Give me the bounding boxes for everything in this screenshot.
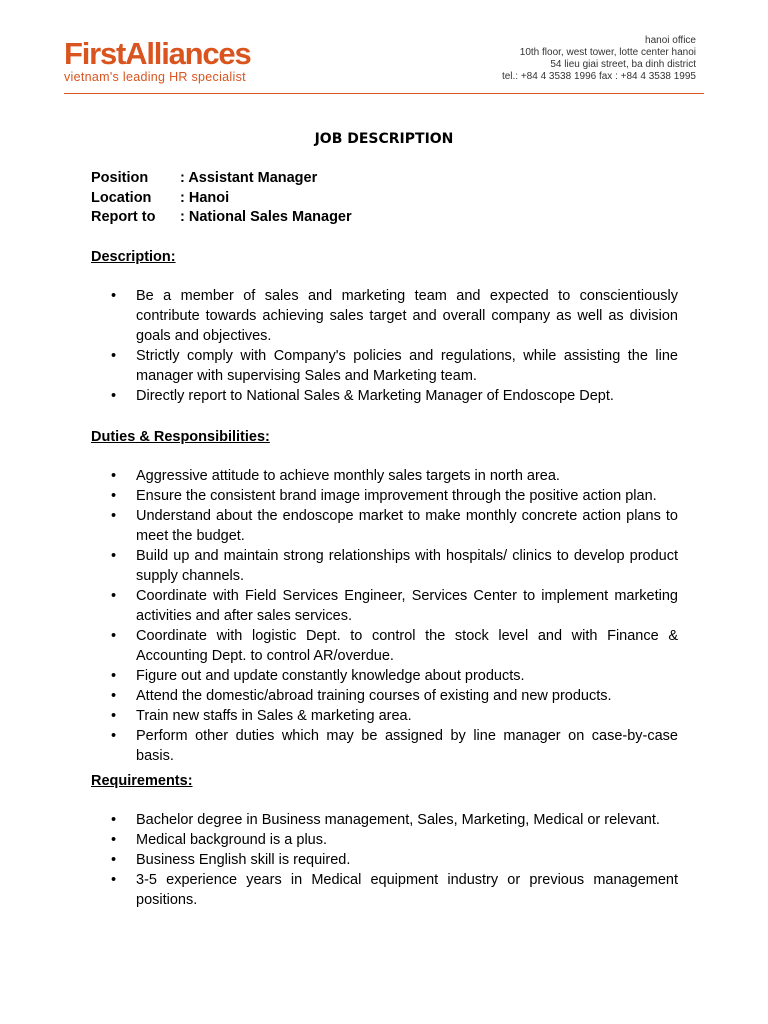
bullet-icon: •: [111, 388, 117, 404]
section-title-requirements: Requirements:: [91, 773, 193, 789]
section-title-duties: Duties & Responsibilities:: [91, 429, 270, 445]
list-item-text: 3-5 experience years in Medical equipment industry or previous management positions.: [136, 872, 678, 908]
document-title: JOB DESCRIPTION: [314, 131, 454, 147]
list-item: [91, 870, 678, 910]
list-item: [91, 506, 678, 546]
list-item-text: Bachelor degree in Business management, Sales, Marketing, Medical or relevant.: [136, 812, 660, 828]
bullet-icon: •: [111, 812, 117, 828]
bullet-icon: •: [111, 508, 117, 524]
list-item-text: Understand about the endoscope market to make monthly concrete action plans to meet the budget.: [136, 508, 678, 544]
office-line: hanoi office: [645, 35, 696, 46]
bullet-icon: •: [111, 832, 117, 848]
list-item: [91, 626, 678, 666]
bullet-icon: •: [111, 728, 117, 744]
bullet-icon: •: [111, 628, 117, 644]
meta-label: Location: [91, 189, 152, 206]
meta-row-report-to: [91, 208, 352, 228]
list-item: [91, 706, 678, 726]
bullet-icon: •: [111, 288, 117, 304]
list-item: [91, 386, 678, 406]
letterhead: [0, 0, 768, 96]
office-address: [502, 35, 696, 83]
list-item: [91, 486, 678, 506]
bullet-icon: •: [111, 548, 117, 564]
job-meta: [91, 169, 352, 228]
list-item: [91, 726, 678, 766]
meta-row-location: [91, 189, 352, 209]
list-item-text: Coordinate with logistic Dept. to control the stock level and with Finance & Accounting Dept. to control AR/overdue.: [136, 628, 678, 664]
bullet-icon: •: [111, 348, 117, 364]
logo-tagline: vietnam's leading HR specialist: [64, 70, 246, 84]
bullet-icon: •: [111, 708, 117, 724]
meta-label: Report to: [91, 209, 156, 225]
meta-value: : National Sales Manager: [180, 209, 352, 225]
section-title-description: Description:: [91, 249, 176, 265]
meta-label: Position: [91, 170, 149, 186]
list-item-text: Perform other duties which may be assigned by line manager on case-by-case basis.: [136, 728, 678, 764]
list-item: [91, 850, 678, 870]
list-item: [91, 666, 678, 686]
office-line: tel.: +84 4 3538 1996 fax : +84 4 3538 1995: [501, 71, 696, 82]
list-item: [91, 686, 678, 706]
list-item-text: Train new staffs in Sales & marketing area.: [136, 708, 412, 724]
list-item: [91, 466, 678, 486]
bullet-icon: •: [111, 468, 117, 484]
bullet-icon: •: [111, 852, 117, 868]
list-item-text: Attend the domestic/abroad training courses of existing and new products.: [136, 688, 612, 704]
list-item-text: Business English skill is required.: [136, 852, 351, 868]
bullet-icon: •: [111, 872, 117, 888]
list-item: [91, 830, 678, 850]
meta-value: : Assistant Manager: [180, 170, 318, 186]
duties-list: [91, 466, 678, 766]
list-item-text: Be a member of sales and marketing team and expected to conscientiously contribute towards achieving sales target and overall company as well as division goals and objectives.: [136, 288, 678, 344]
company-logo: [64, 38, 251, 84]
requirements-list: [91, 810, 678, 910]
list-item: [91, 286, 678, 346]
logo-name: FirstAlliances: [64, 36, 251, 71]
list-item: [91, 346, 678, 386]
list-item: [91, 810, 678, 830]
meta-row-position: [91, 169, 352, 189]
bullet-icon: •: [111, 488, 117, 504]
list-item: [91, 546, 678, 586]
list-item-text: Strictly comply with Company's policies and regulations, while assisting the line manager with supervising Sales and Marketing team.: [136, 348, 678, 384]
list-item-text: Figure out and update constantly knowledge about products.: [136, 668, 525, 684]
office-line: 10th floor, west tower, lotte center hanoi: [519, 47, 696, 58]
list-item-text: Build up and maintain strong relationships with hospitals/ clinics to develop product supply channels.: [136, 548, 678, 584]
office-line: 54 lieu giai street, ba dinh district: [550, 59, 696, 70]
list-item-text: Medical background is a plus.: [136, 832, 328, 848]
list-item-text: Ensure the consistent brand image improvement through the positive action plan.: [136, 488, 657, 504]
header-divider: [64, 93, 704, 94]
bullet-icon: •: [111, 588, 117, 604]
list-item-text: Coordinate with Field Services Engineer, Services Center to implement marketing activities and after sales services.: [136, 588, 678, 624]
bullet-icon: •: [111, 668, 117, 684]
description-list: [91, 286, 678, 406]
list-item: [91, 586, 678, 626]
list-item-text: Directly report to National Sales & Marketing Manager of Endoscope Dept.: [136, 388, 614, 404]
bullet-icon: •: [111, 688, 117, 704]
meta-value: : Hanoi: [180, 189, 230, 206]
list-item-text: Aggressive attitude to achieve monthly sales targets in north area.: [136, 468, 560, 484]
